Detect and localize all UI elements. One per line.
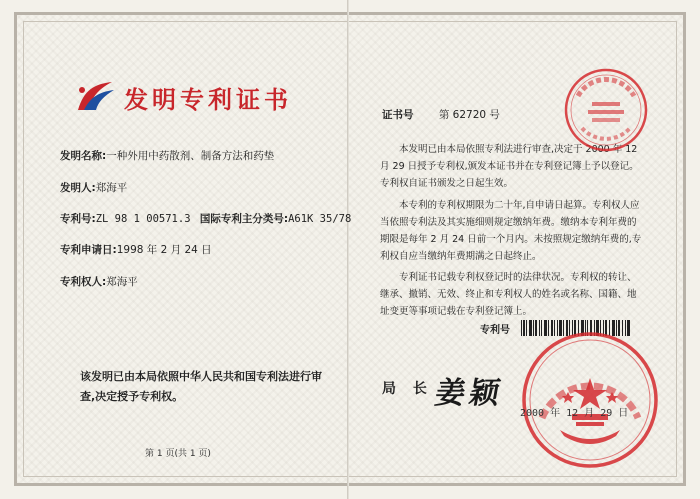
invention-name-label: 发明名称:: [60, 150, 107, 162]
term-paragraph: 本专利的专利权期限为二十年,自申请日起算。专利权人应当依照专利法及其实施细则规定缴纳年费。缴纳本专利年费的期限是每年 2 月 24 日前一个月内。未按照规定缴纳年费的,专利权自应当缴纳年费期满之日起终止。: [380, 200, 642, 262]
patentee-row: [60, 274, 138, 289]
inventor-row: [60, 180, 127, 195]
page-number: 第 1 页(共 1 页): [145, 449, 211, 459]
page-fold: [347, 0, 349, 499]
certificate-number-row: [382, 107, 500, 122]
inventor-label: 发明人:: [60, 182, 96, 194]
filing-date-label: 专利申请日:: [60, 244, 117, 256]
invention-name-value: 一种外用中药散剂、制备方法和药垫: [106, 150, 275, 162]
filing-date-value: 1998 年 2 月 24 日: [116, 244, 212, 256]
inventor-value: 郑海平: [95, 182, 128, 194]
ipc-label: 国际专利主分类号:: [199, 213, 289, 225]
state-ip-office-seal-icon: [520, 330, 660, 470]
director-signature: 姜颖: [432, 376, 507, 411]
patent-office-logo-icon: [74, 80, 116, 114]
barcode-label: 专利号: [480, 325, 510, 336]
patentee-label: 专利权人:: [60, 276, 107, 288]
ipc-value: A61K 35/78: [288, 213, 352, 225]
invention-name-row: [60, 148, 274, 163]
patent-number-value: ZL 98 1 00571.3: [95, 213, 191, 225]
decision-paragraph: 本发明已由本局依照专利法进行审查,决定于 2000 年 12 月 29 日授予专利权,颁发本证书并在专利登记簿上予以登记。专利权自证书颁发之日起生效。: [380, 144, 639, 189]
director-label: 局 长: [382, 381, 433, 397]
certificate-number-label: 证书号: [382, 109, 414, 121]
issue-date: 2000 年 12 月 29 日: [520, 408, 629, 419]
certificate-number-value: 第 62720 号: [438, 109, 500, 121]
filing-date-row: [60, 242, 212, 257]
legal-status-paragraph: 专利证书记载专利权登记时的法律状况。专利权的转让、继承、撤销、无效、终止和专利权人的姓名或名称、国籍、地址变更等事项记载在专利登记簿上。: [380, 272, 637, 317]
patent-number-row: [60, 211, 351, 226]
certificate-title: 发明专利证书: [124, 85, 292, 114]
agency-stamp-icon: [562, 66, 650, 154]
grant-statement: 该发明已由本局依照中华人民共和国专利法进行审查,决定授予专利权。: [80, 370, 322, 403]
patent-number-label: 专利号:: [60, 213, 96, 225]
patentee-value: 郑海平: [106, 276, 138, 288]
